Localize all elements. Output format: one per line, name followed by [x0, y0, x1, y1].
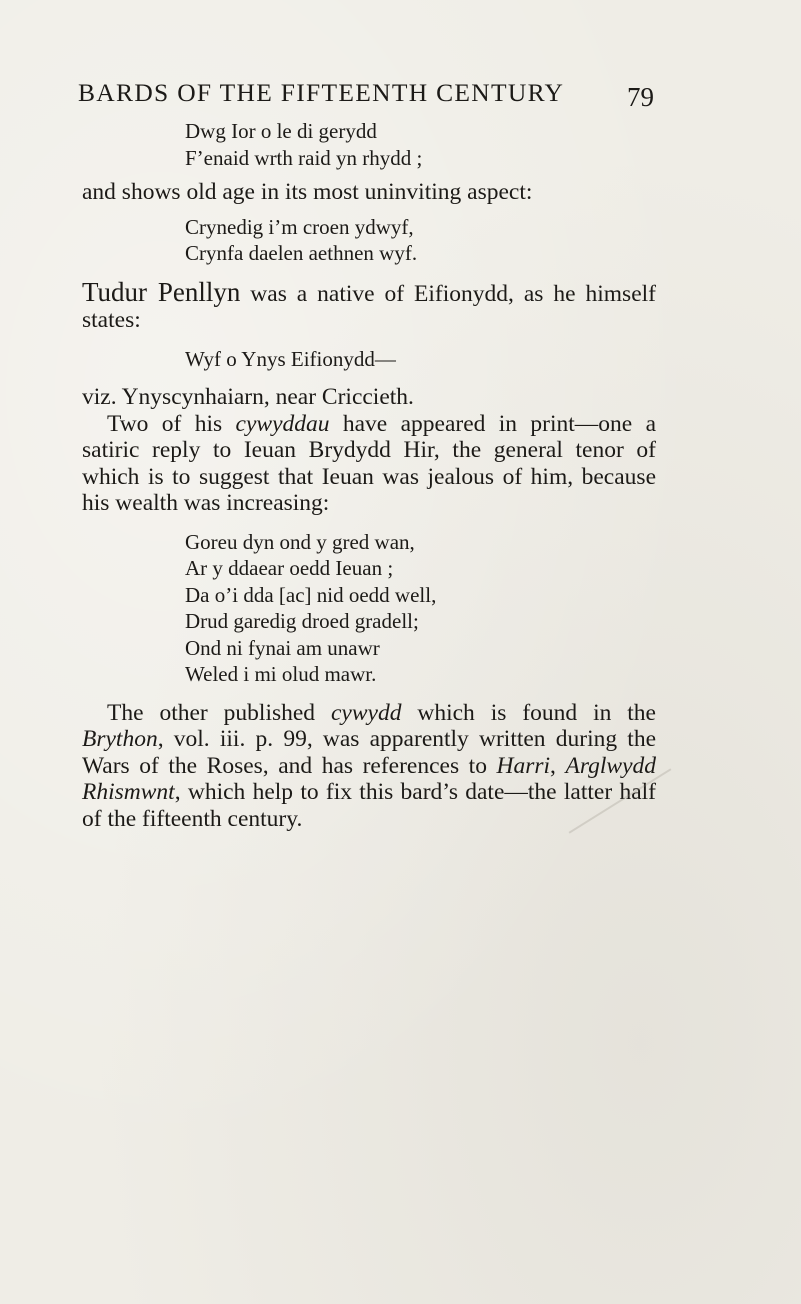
verse-line: F’enaid wrth raid yn rhydd ; [185, 145, 423, 170]
verse-quote-4 [82, 529, 656, 688]
verse-line: Crynfa daelen aethnen wyf. [185, 241, 418, 265]
verse-quote-1 [82, 118, 656, 171]
verse-quote-3 [82, 346, 656, 373]
paragraph-5: The other published cywydd which is found in the Brython, vol. iii. p. 99, was apparently written during the Wars of the Roses, and has references to Harri, Arglwydd Rhismwnt, which help to fix this bard’s date—the latter half of the fifteenth century. [82, 699, 656, 832]
paragraph-3: viz. Ynyscynhaiarn, near Criccieth. [82, 384, 414, 410]
verse-quote-2 [82, 214, 656, 267]
verse-line: Crynedig i’m croen ydwyf, [185, 214, 414, 239]
verse-line: Da o’i dda [ac] nid oedd well, [185, 582, 437, 607]
paragraph-4: Two of his cywyddau have appeared in print—one a satiric reply to Ieuan Brydydd Hir, the general tenor of which is to suggest that Ieuan was jealous of him, because his wealth was increasing: [82, 410, 656, 516]
verse-line: Ar y ddaear oedd Ieuan ; [185, 556, 394, 580]
paragraph-1: and shows old age in its most uninviting aspect: [82, 179, 533, 205]
verse-line: Weled i mi olud mawr. [185, 662, 377, 686]
paragraph-2: Tudur Penllyn was a native of Eifionydd, as he himself states: [82, 276, 656, 333]
running-head: BARDS OF THE FIFTEENTH CENTURY [78, 78, 565, 107]
verse-line: Drud garedig droed gradell; [185, 609, 419, 633]
verse-line: Ond ni fynai am unawr [185, 635, 380, 660]
bard-name: Tudur Penllyn [82, 276, 241, 307]
text-block [82, 118, 656, 832]
verse-line: Goreu dyn ond y gred wan, [185, 529, 415, 554]
verse-line: Wyf o Ynys Eifionydd— [185, 346, 396, 371]
page-number: 79 [627, 82, 654, 112]
verse-line: Dwg Ior o le di gerydd [185, 119, 377, 143]
